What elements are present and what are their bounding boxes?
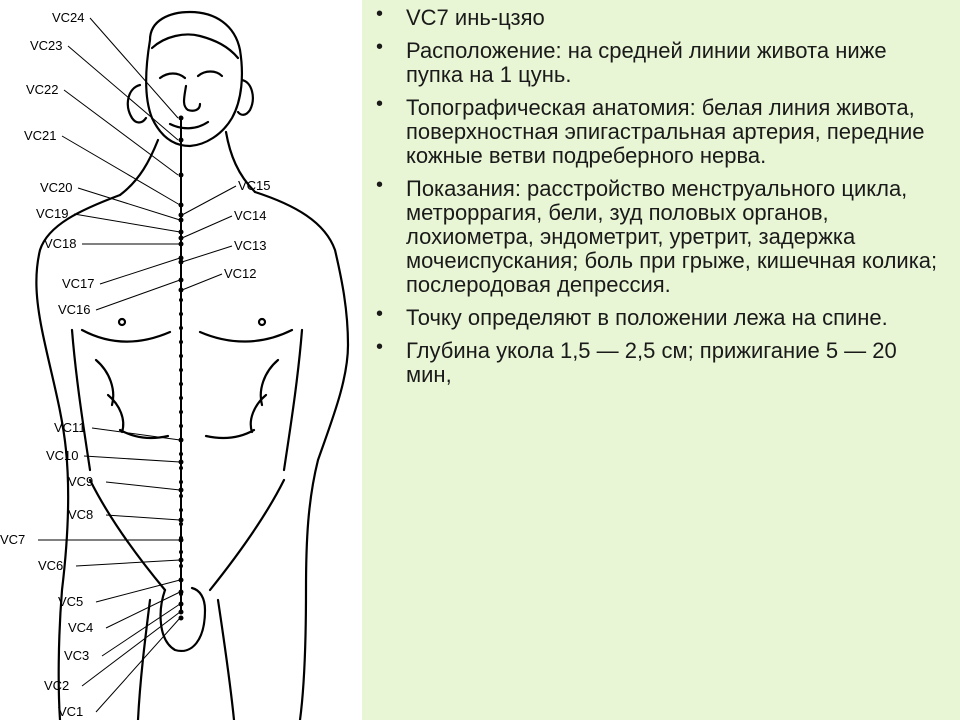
bullet-icon: • [376, 3, 384, 25]
meridian-point [179, 173, 184, 178]
indications-text: Показания: расстройство менструального цикла, метроррагия, бели, зуд половых органов, лохиометра, эндометрит, уретрит, задержка мочеиспускания; боль при грыже, кишечная колика; послеродовая депрессия. [406, 176, 938, 297]
point-label-left: VC17 [62, 276, 95, 291]
description-panel [362, 0, 960, 720]
meridian-point [179, 466, 183, 470]
meridian-point [179, 354, 183, 358]
anatomy-figure-panel [0, 0, 362, 720]
point-label-left: VC19 [36, 206, 69, 221]
point-label-left: VC16 [58, 302, 91, 317]
meridian-point [179, 368, 183, 372]
leader-line [106, 592, 180, 628]
point-label-left: VC6 [38, 558, 64, 573]
leader-line [84, 456, 180, 462]
point-label-left: VC7 [0, 532, 26, 547]
meridian-point [179, 382, 183, 386]
body-outline-figure [0, 0, 362, 720]
leader-line [100, 258, 180, 284]
leader-line [96, 580, 180, 602]
point-label-left: VC22 [26, 82, 59, 97]
point-label-left: VC4 [68, 620, 94, 635]
point-label-left: VC21 [24, 128, 57, 143]
leader-line [74, 214, 180, 232]
point-label-left: VC9 [68, 474, 94, 489]
point-label-left: VC18 [44, 236, 77, 251]
meridian-point [179, 564, 183, 568]
point-title: VC7 инь-цзяо [406, 5, 545, 30]
list-item [370, 3, 940, 30]
leader-line [106, 515, 180, 520]
location-text: Расположение: на средней линии живота ниже пупка на 1 цунь. [406, 38, 887, 87]
meridian-point [179, 298, 183, 302]
point-label-left: VC8 [68, 507, 94, 522]
meridian-point [179, 340, 183, 344]
point-label-right: VC14 [234, 208, 267, 223]
meridian-point [179, 480, 183, 484]
list-item [370, 174, 940, 297]
anatomy-text: Топографическая анатомия: белая линия живота, поверхностная эпигастральная артерия, передние кожные ветви подреберного нерва. [406, 95, 925, 168]
point-label-left: VC23 [30, 38, 63, 53]
point-label-left: VC2 [44, 678, 70, 693]
point-label-left: VC20 [40, 180, 73, 195]
point-label-right: VC12 [224, 266, 257, 281]
leader-line [182, 274, 222, 290]
list-item [370, 93, 940, 168]
point-label-left: VC24 [52, 10, 85, 25]
point-label-right: VC13 [234, 238, 267, 253]
point-label-left: VC10 [46, 448, 79, 463]
leader-line [96, 280, 180, 310]
meridian-point [179, 312, 183, 316]
meridian-point [179, 410, 183, 414]
position-text: Точку определяют в положении лежа на спине. [406, 305, 888, 330]
leader-line [82, 612, 180, 686]
meridian-point [179, 508, 183, 512]
meridian-point [179, 522, 183, 526]
depth-text: Глубина укола 1,5 — 2,5 см; прижигание 5 — 20 мин, [406, 338, 897, 387]
bullet-icon: • [376, 36, 384, 58]
meridian-point [179, 326, 183, 330]
point-label-left: VC11 [54, 420, 86, 435]
meridian-point [179, 616, 184, 621]
leader-line [182, 246, 232, 262]
meridian-point [179, 550, 183, 554]
meridian-point [179, 494, 183, 498]
bullet-icon: • [376, 303, 384, 325]
point-label-left: VC1 [58, 704, 84, 719]
leader-line [102, 604, 180, 656]
meridian-point [179, 116, 184, 121]
description-list [370, 3, 940, 387]
list-item [370, 36, 940, 87]
list-item [370, 303, 940, 330]
leader-line [78, 188, 180, 220]
leader-line [182, 186, 236, 215]
leader-line [68, 46, 178, 140]
bullet-icon: • [376, 93, 384, 115]
leader-line [106, 482, 180, 490]
meridian-point [179, 396, 183, 400]
point-label-left: VC3 [64, 648, 90, 663]
leader-line [182, 216, 232, 238]
meridian-point [179, 138, 184, 143]
bullet-icon: • [376, 174, 384, 196]
meridian-point [179, 452, 183, 456]
point-label-right: VC15 [238, 178, 271, 193]
bullet-icon: • [376, 336, 384, 358]
point-label-left: VC5 [58, 594, 84, 609]
list-item [370, 336, 940, 387]
meridian-point [179, 424, 183, 428]
leader-line [76, 560, 180, 566]
leader-line [92, 428, 180, 440]
meridian-point [179, 536, 183, 540]
